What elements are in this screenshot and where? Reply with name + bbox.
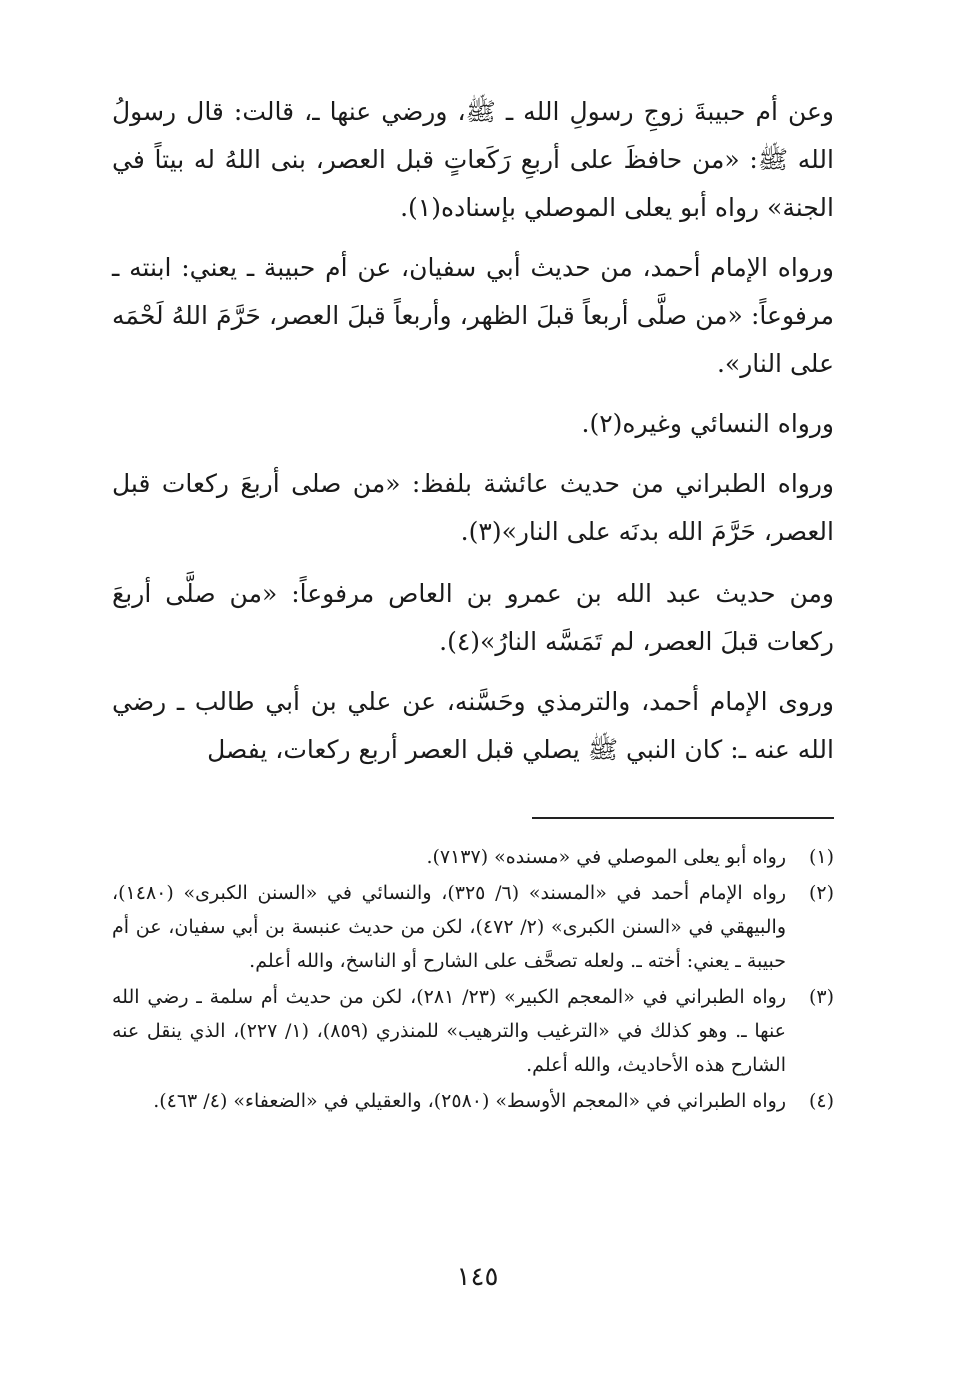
footnote [112, 840, 834, 874]
paragraph: ورواه الإمام أحمد، من حديث أبي سفيان، عن أم حبيبة ـ يعني: ابنته ـ مرفوعاً: «من صلَّى أربعاً قبلَ الظهر، وأربعاً قبلَ العصر، حَرَّمَ اللهُ لَحْمَه على النار». [112, 253, 834, 378]
footnote-text: رواه أبو يعلى الموصلي في «مسنده» (٧١٣٧). [426, 846, 786, 868]
page-number: ١٤٥ [456, 1262, 499, 1292]
main-text [112, 88, 834, 786]
footnote-number: (٣) [808, 986, 834, 1008]
footnote-text: رواه الإمام أحمد في «المسند» (٦/ ٣٢٥)، والنسائي في «السنن الكبرى» (١٤٨٠)، والبيهقي في «السنن الكبرى» (٢/ ٤٧٢)، لكن من حديث عنبسة بن أبي سفيان، عن أم حبيبة ـ يعني: أخته ـ. ولعله تصحَّف على الشارح أو الناسخ، والله أعلم. [112, 882, 786, 972]
paragraph: وعن أم حبيبةَ زوجِ رسولِ الله ـ ﷺ، ورضي عنها ـ، قالت: قال رسولُ الله ﷺ: «من حافظَ على أربعِ رَكَعاتٍ قبل العصر، بنى اللهُ له بيتاً في الجنة» رواه أبو يعلى الموصلي بإسناده(١). [112, 97, 834, 222]
footnote-number: (٤) [808, 1090, 834, 1112]
footnote-text: رواه الطبراني في «المعجم الأوسط» (٢٥٨٠)، والعقيلي في «الضعفاء» (٤/ ٤٦٣). [153, 1090, 786, 1112]
footnote-number: (٢) [808, 882, 834, 904]
paragraph: وروى الإمام أحمد، والترمذي وحَسَّنه، عن علي بن أبي طالب ـ رضي الله عنه ـ: كان النبي ﷺ يصلي قبل العصر أربع ركعات، يفصل [112, 687, 834, 764]
footnote [112, 1084, 834, 1118]
footnote [112, 876, 834, 978]
paragraph: ورواه الطبراني من حديث عائشة بلفظ: «من صلى أربعَ ركعات قبل العصر، حَرَّمَ الله بدنَه على النار»(٣). [112, 469, 834, 546]
paragraph: ومن حديث عبد الله بن عمرو بن العاص مرفوعاً: «من صلَّى أربعَ ركعات قبلَ العصر، لم تَمَسَّه النارُ»(٤). [112, 579, 834, 656]
footnote [112, 980, 834, 1082]
footnote-separator [532, 817, 834, 819]
footnote-number: (١) [808, 846, 834, 868]
footnote-text: رواه الطبراني في «المعجم الكبير» (٢٣/ ٢٨١)، لكن من حديث أم سلمة ـ رضي الله عنها ـ. وهو كذلك في «الترغيب والترهيب» للمنذري (٨٥٩)، (١/ ٢٢٧)، الذي ينقل عنه الشارح هذه الأحاديث، والله أعلم. [112, 986, 787, 1076]
paragraph: ورواه النسائي وغيره(٢). [581, 409, 834, 438]
footnotes [112, 840, 834, 1120]
